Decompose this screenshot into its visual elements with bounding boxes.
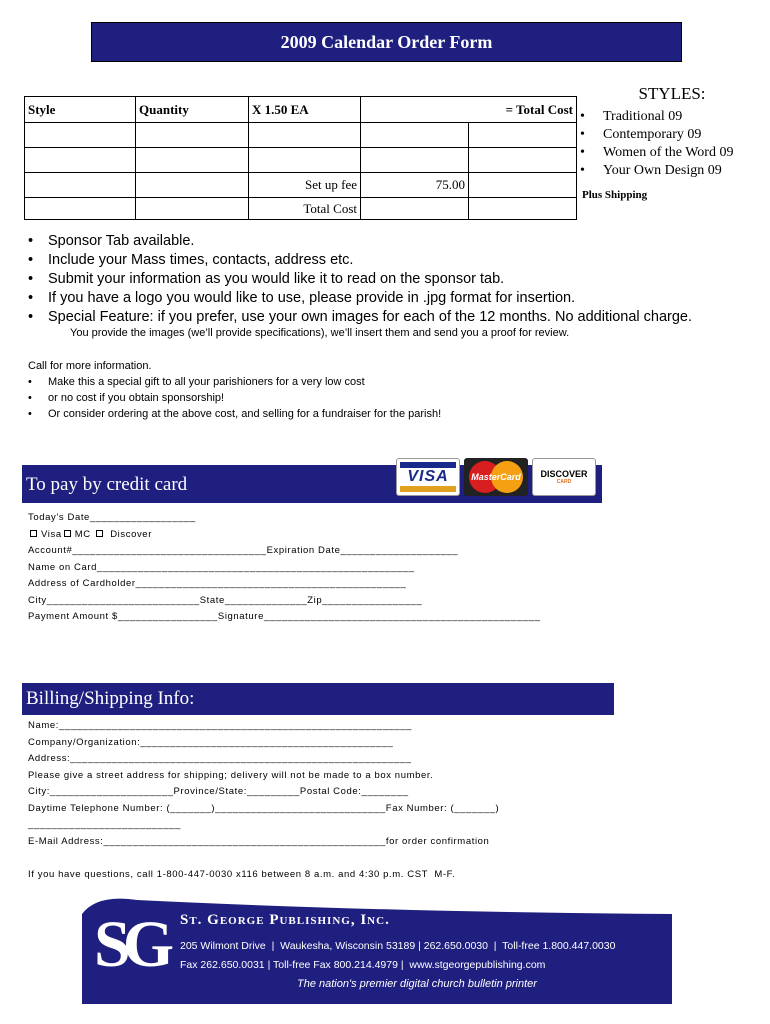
payment-signature-field[interactable]: Payment Amount $_________________Signature_______________________________________________ [28, 611, 541, 622]
quantity-cell[interactable] [136, 123, 249, 148]
visa-logo-text: VISA [407, 468, 449, 485]
quantity-cell[interactable] [136, 173, 249, 198]
feature-item: • Special Feature: if you prefer, use your own images for each of the 12 months. No additional charge. [28, 308, 753, 327]
discover-logo-text: DISCOVER [540, 469, 588, 479]
mc-option-label: MC [74, 528, 91, 540]
call-info [28, 358, 441, 422]
order-table [24, 96, 577, 220]
name-field[interactable]: Name:____________________________________________________________ [28, 720, 412, 731]
extra-line-field[interactable]: __________________________ [28, 819, 181, 830]
total-cost-label: Total Cost [249, 198, 361, 220]
gift-item: • Make this a special gift to all your parishioners for a very low cost [28, 374, 441, 390]
page-title: 2009 Calendar Order Form [91, 22, 682, 62]
total-cost-row [25, 198, 577, 220]
visa-option-label: Visa [41, 528, 62, 540]
name-on-card-field[interactable]: Name on Card______________________________________________________ [28, 561, 415, 573]
st-george-logo-icon: SG [94, 908, 167, 981]
styles-panel [576, 84, 756, 201]
style-cell[interactable] [25, 148, 136, 173]
company-contact: Fax 262.650.0031 | Toll-free Fax 800.214.4979 | www.stgeorgepublishing.com [180, 959, 546, 971]
city-province-postal-field[interactable]: City:_____________________Province/State:_________Postal Code:________ [28, 786, 409, 797]
gift-item: • Or consider ordering at the above cost, and selling for a fundraiser for the parish! [28, 406, 441, 422]
discover-checkbox[interactable] [96, 530, 103, 537]
company-address: 205 Wilmont Drive | Waukesha, Wisconsin 53189 | 262.650.0030 | Toll-free 1.800.447.0030 [180, 940, 616, 952]
email-field[interactable]: E-Mail Address:________________________________________________for order confirmation [28, 835, 490, 847]
style-item: • Traditional 09 [576, 108, 756, 126]
total-cell[interactable] [469, 123, 577, 148]
feature-item: • Sponsor Tab available. [28, 232, 753, 251]
style-item: • Your Own Design 09 [576, 162, 756, 180]
todays-date-field[interactable]: Today’s Date__________________ [28, 512, 196, 523]
phone-fax-field[interactable]: Daytime Telephone Number: (_______)_____________________________Fax Number: (_______) [28, 802, 500, 814]
address-field[interactable]: Address:__________________________________________________________ [28, 753, 412, 764]
footer-banner [82, 892, 672, 1004]
quantity-cell[interactable] [136, 198, 249, 220]
gift-item: • or no cost if you obtain sponsorship! [28, 390, 441, 406]
gift-list [28, 374, 441, 422]
mastercard-logo-icon [464, 458, 528, 496]
table-header-row [25, 97, 577, 123]
total-cell[interactable] [469, 198, 577, 220]
price-cell[interactable] [249, 148, 361, 173]
visa-checkbox[interactable] [30, 530, 37, 537]
price-cell[interactable] [249, 123, 361, 148]
company-field[interactable]: Company/Organization:___________________________________________ [28, 736, 394, 748]
credit-card-form [28, 510, 540, 626]
table-row [25, 148, 577, 173]
header-total-cost: = Total Cost [361, 97, 577, 123]
style-item: • Contemporary 09 [576, 126, 756, 144]
setup-fee-row [25, 173, 577, 198]
features-list [28, 232, 753, 327]
card-type-options [28, 527, 540, 544]
feature-item: • If you have a logo you would like to use, please provide in .jpg format for insertion. [28, 289, 753, 308]
style-cell[interactable] [25, 198, 136, 220]
features-note: You provide the images (we’ll provide specifications), we’ll insert them and send you a proof for review. [70, 327, 570, 339]
total-cell[interactable] [361, 148, 469, 173]
header-style: Style [25, 97, 136, 123]
total-cell[interactable] [469, 148, 577, 173]
discover-logo-icon [532, 458, 596, 496]
discover-option-label: Discover [110, 528, 152, 540]
billing-heading: Billing/Shipping Info: [22, 683, 614, 715]
shipping-note: Please give a street address for shipping; delivery will not be made to a box number. [28, 769, 434, 781]
company-name: St. George Publishing, Inc. [180, 912, 390, 928]
table-row [25, 123, 577, 148]
styles-list [576, 108, 756, 180]
styles-heading: STYLES: [638, 84, 706, 103]
style-cell[interactable] [25, 173, 136, 198]
billing-form [28, 718, 499, 850]
quantity-cell[interactable] [136, 148, 249, 173]
mc-checkbox[interactable] [64, 530, 71, 537]
questions-note: If you have questions, call 1-800-447-0030 x116 between 8 a.m. and 4:30 p.m. CST M-F. [28, 869, 456, 880]
plus-shipping-note: Plus Shipping [582, 189, 648, 201]
header-unit-price: X 1.50 EA [249, 97, 361, 123]
feature-item: • Include your Mass times, contacts, address etc. [28, 251, 753, 270]
call-intro: Call for more information. [28, 360, 152, 372]
feature-item: • Submit your information as you would like it to read on the sponsor tab. [28, 270, 753, 289]
style-item: • Women of the Word 09 [576, 144, 756, 162]
company-tagline: The nation's premier digital church bulletin printer [297, 978, 537, 990]
city-state-zip-field[interactable]: City__________________________State______________Zip_________________ [28, 594, 423, 606]
account-field[interactable]: Account#_________________________________Expiration Date____________________ [28, 545, 459, 556]
total-cell[interactable] [469, 173, 577, 198]
setup-fee-value: 75.00 [361, 173, 469, 198]
cardholder-address-field[interactable]: Address of Cardholder______________________________________________ [28, 578, 407, 589]
style-cell[interactable] [25, 123, 136, 148]
card-logos [396, 458, 596, 496]
credit-card-heading: To pay by credit card [22, 465, 602, 503]
visa-logo-icon [396, 458, 460, 496]
total-cell[interactable] [361, 198, 469, 220]
total-cell[interactable] [361, 123, 469, 148]
header-quantity: Quantity [136, 97, 249, 123]
mastercard-logo-text: MasterCard [471, 472, 521, 482]
discover-logo-subtext: CARD [556, 479, 572, 485]
setup-fee-label: Set up fee [249, 173, 361, 198]
